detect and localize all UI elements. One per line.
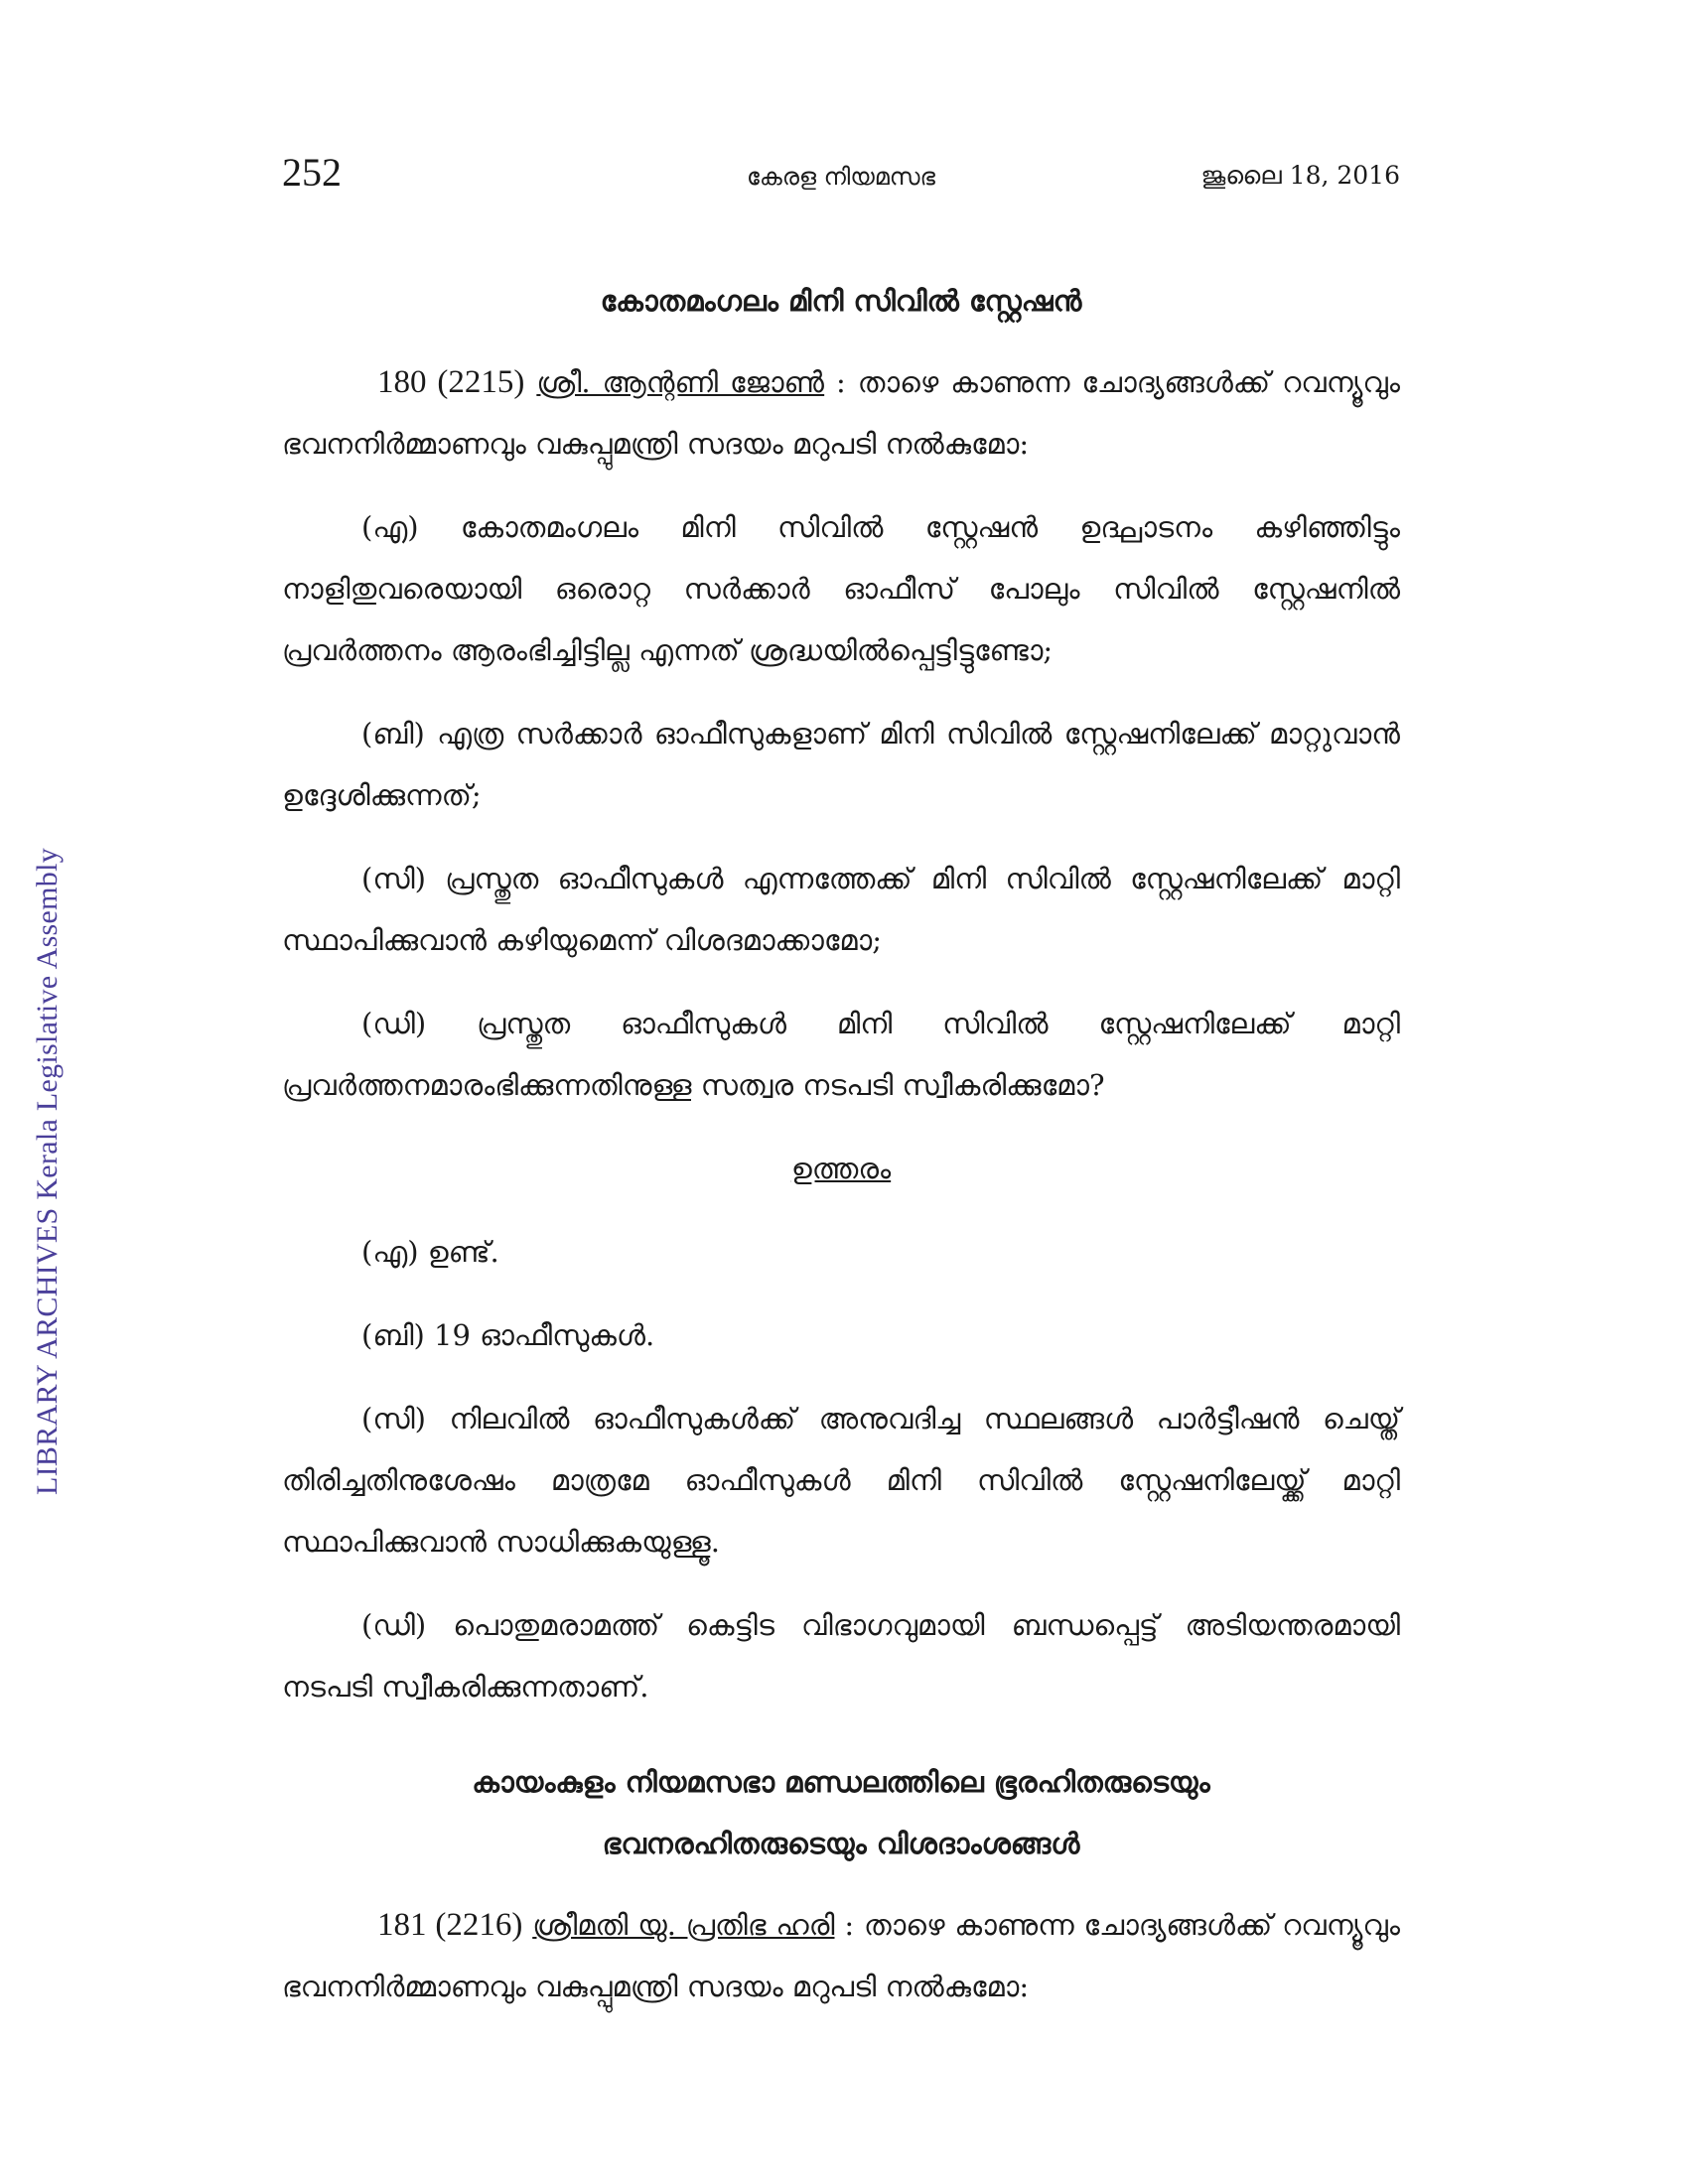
question-180 <box>282 351 1400 475</box>
question-number: 181 (2216) <box>377 1907 523 1943</box>
question-part-c: (സി) പ്രസ്തുത ഓഫീസുകൾ എന്നത്തേക്ക് മിനി സിവിൽ സ്റ്റേഷനിലേക്ക് മാറ്റി സ്ഥാപിക്കുവാൻ കഴിയുമെന്ന് വിശദമാക്കാമോ; <box>282 862 1400 957</box>
section-title: കോതമംഗലം മിനി സിവിൽ സ്റ്റേഷൻ <box>600 284 1082 318</box>
answer-part-b: (ബി) 19 ഓഫീസുകൾ. <box>361 1318 655 1352</box>
answer-part-c: (സി) നിലവിൽ ഓഫീസുകൾക്ക് അനുവദിച്ച സ്ഥലങ്ങൾ പാർട്ടീഷൻ ചെയ്ത് തിരിച്ചതിനുശേഷം മാത്രമേ ഓഫീസുകൾ മിനി സിവിൽ സ്റ്റേഷനിലേയ്ക്ക് മാറ്റി സ്ഥാപിക്കുവാൻ സാധിക്കുകയുള്ളൂ. <box>282 1402 1400 1559</box>
page-header <box>282 149 1400 199</box>
question-intro: : താഴെ കാണുന്ന ചോദ്യങ്ങൾക്ക് റവന്യൂവും ഭവനനിർമ്മാണവും വകുപ്പുമന്ത്രി സദയം മറുപടി നൽകുമോ: <box>282 365 1400 461</box>
archive-watermark: LIBRARY ARCHIVES Kerala Legislative Assembly <box>31 847 64 1496</box>
answer-part-d: (ഡി) പൊതുമരാമത്ത് കെട്ടിട വിഭാഗവുമായി ബന്ധപ്പെട്ട് അടിയന്തരമായി നടപടി സ്വീകരിക്കുന്നതാണ്. <box>282 1608 1400 1704</box>
section-title-2-line2: ഭവനരഹിതരുടെയും വിശദാംശങ്ങൾ <box>602 1827 1080 1860</box>
question-part-d: (ഡി) പ്രസ്തുത ഓഫീസുകൾ മിനി സിവിൽ സ്റ്റേഷനിലേക്ക് മാറ്റി പ്രവർത്തനമാരംഭിക്കുന്നതിനുള്ള സത്വര നടപടി സ്വീകരിക്കുമോ? <box>282 1007 1400 1102</box>
running-title: കേരള നിയമസഭ <box>746 163 936 191</box>
document-body <box>282 270 1400 2017</box>
answer-heading: ഉത്തരം <box>790 1152 892 1185</box>
question-intro: : താഴെ കാണുന്ന ചോദ്യങ്ങൾക്ക് റവന്യൂവും ഭവനനിർമ്മാണവും വകുപ്പുമന്ത്രി സദയം മറുപടി നൽകുമോ: <box>282 1908 1401 2003</box>
question-part-a: (എ) കോതമംഗലം മിനി സിവിൽ സ്റ്റേഷൻ ഉദ്ഘാടനം കഴിഞ്ഞിട്ടും നാളിതുവരെയായി ഒരൊറ്റ സർക്കാർ ഓഫീസ് പോലും സിവിൽ സ്റ്റേഷനിൽ പ്രവർത്തനം ആരംഭിച്ചിട്ടില്ല എന്നത് ശ്രദ്ധയിൽപ്പെട്ടിട്ടുണ്ടോ; <box>282 510 1400 667</box>
question-number: 180 (2215) <box>377 364 525 400</box>
member-name: ശ്രീ. ആന്റണി ജോൺ <box>536 365 825 399</box>
question-181 <box>282 1894 1400 2017</box>
question-part-b: (ബി) എത്ര സർക്കാർ ഓഫീസുകളാണ് മിനി സിവിൽ സ്റ്റേഷനിലേക്ക് മാറ്റുവാൻ ഉദ്ദേശിക്കുന്നത്; <box>282 717 1400 812</box>
answer-part-a: (എ) ഉണ്ട്. <box>361 1235 499 1269</box>
member-name: ശ്രീമതി യു. പ്രതിഭ ഹരി <box>532 1908 835 1942</box>
running-date: ജൂലൈ 18, 2016 <box>1200 161 1400 190</box>
section-title-2-line1: കായംകുളം നിയമസഭാ മണ്ഡലത്തിലെ ഭൂരഹിതരുടെയും <box>472 1765 1210 1799</box>
page-number: 252 <box>282 150 342 195</box>
